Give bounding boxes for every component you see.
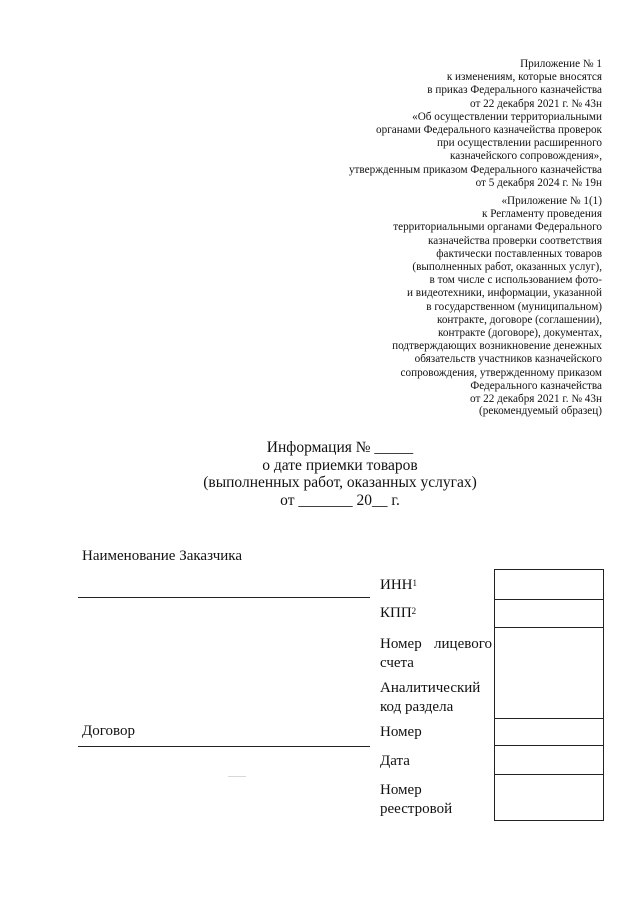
- title-line-number: Информация № _____: [266, 439, 414, 456]
- recommended-sample-note: (рекомендуемый образец): [479, 405, 602, 417]
- contract-label: Договор: [82, 723, 135, 739]
- annex-2-line: в том числе с использованием фото-: [429, 274, 602, 287]
- inn-label: [380, 576, 417, 595]
- annex-1-line: в приказ Федерального казначейства: [427, 84, 602, 97]
- title-line-subject-cont: (выполненных работ, оказанных услугах): [203, 474, 477, 492]
- kpp-label-text: КПП: [380, 605, 412, 621]
- annex-1-1-header: [282, 195, 602, 406]
- title-line-subject: о дате приемки товаров: [262, 456, 418, 474]
- annex-2-line: контракте (договоре), документах,: [438, 327, 602, 340]
- analytic-label-line: код раздела: [380, 698, 454, 715]
- annex-2-line: Федерального казначейства: [470, 379, 602, 392]
- annex-1-line: при осуществлении расширенного: [437, 137, 602, 150]
- contract-date-cell[interactable]: [495, 745, 603, 774]
- annex-1-line: утвержденным приказом Федерального казначейства: [348, 163, 602, 176]
- annex-1-line: от 22 декабря 2021 г. № 43н: [470, 97, 602, 110]
- annex-2-line: от 22 декабря 2021 г. № 43н: [470, 393, 602, 406]
- annex-1-line: органами Федерального казначейства проверок: [376, 124, 602, 137]
- annex-1-line: «Об осуществлении территориальными: [412, 110, 602, 123]
- scan-mark: [228, 776, 246, 777]
- annex-2-line: (выполненных работ, оказанных услуг),: [412, 261, 602, 274]
- annex-2-line: «Приложение № 1(1): [501, 195, 602, 207]
- contract-fill-line[interactable]: [78, 746, 370, 747]
- registry-number-label: [380, 781, 452, 818]
- annex-2-line: и видеотехники, информации, указанной: [407, 287, 602, 300]
- annex-2-line: в государственном (муниципальном): [426, 300, 602, 313]
- inn-footnote-marker: 1: [412, 578, 417, 588]
- annex-1-line: к изменениям, которые вносятся: [446, 71, 602, 84]
- inn-label-text: ИНН: [380, 577, 413, 593]
- contract-number-cell[interactable]: [495, 718, 603, 745]
- annex-2-line: к Регламенту проведения: [482, 208, 602, 221]
- annex-1-header: [282, 58, 602, 190]
- codes-table: [494, 569, 604, 821]
- analytic-label-line: Аналитический: [380, 680, 481, 696]
- kpp-footnote-marker: 2: [411, 606, 417, 616]
- customer-name-fill-line[interactable]: [78, 597, 370, 598]
- annex-1-line: Приложение № 1: [520, 58, 602, 70]
- registry-number-cell[interactable]: [495, 774, 603, 820]
- annex-2-line: территориальными органами Федерального: [393, 221, 602, 234]
- document-title: [190, 439, 490, 509]
- account-number-label: [380, 635, 492, 672]
- annex-2-line: фактически поставленных товаров: [436, 247, 602, 260]
- annex-2-line: подтверждающих возникновение денежных: [392, 340, 602, 353]
- title-line-date: от _______ 20__ г.: [280, 491, 400, 509]
- annex-1-line: казначейского сопровождения»,: [449, 150, 602, 163]
- registry-label-line: реестровой: [380, 800, 453, 817]
- annex-1-line: от 5 декабря 2024 г. № 19н: [475, 176, 602, 189]
- kpp-label: [380, 604, 416, 623]
- registry-label-line: Номер: [380, 782, 422, 798]
- annex-2-line: контракте, договоре (соглашении),: [436, 313, 602, 326]
- contract-date-label: Дата: [380, 753, 410, 769]
- annex-2-line: казначейства проверки соответствия: [427, 234, 602, 247]
- annex-2-line: сопровождения, утвержденному приказом: [400, 366, 602, 379]
- customer-name-label: Наименование Заказчика: [82, 548, 243, 564]
- inn-cell[interactable]: [495, 569, 603, 599]
- account-label-word: Номер: [380, 636, 422, 652]
- kpp-cell[interactable]: [495, 599, 603, 627]
- contract-number-label: Номер: [380, 724, 422, 740]
- analytic-code-label: [380, 679, 480, 716]
- account-and-analytic-cell[interactable]: [495, 627, 603, 718]
- account-label-word: лицевого: [434, 636, 492, 652]
- account-label-line: счета: [380, 654, 414, 671]
- annex-2-line: обязательств участников казначейского: [414, 353, 602, 366]
